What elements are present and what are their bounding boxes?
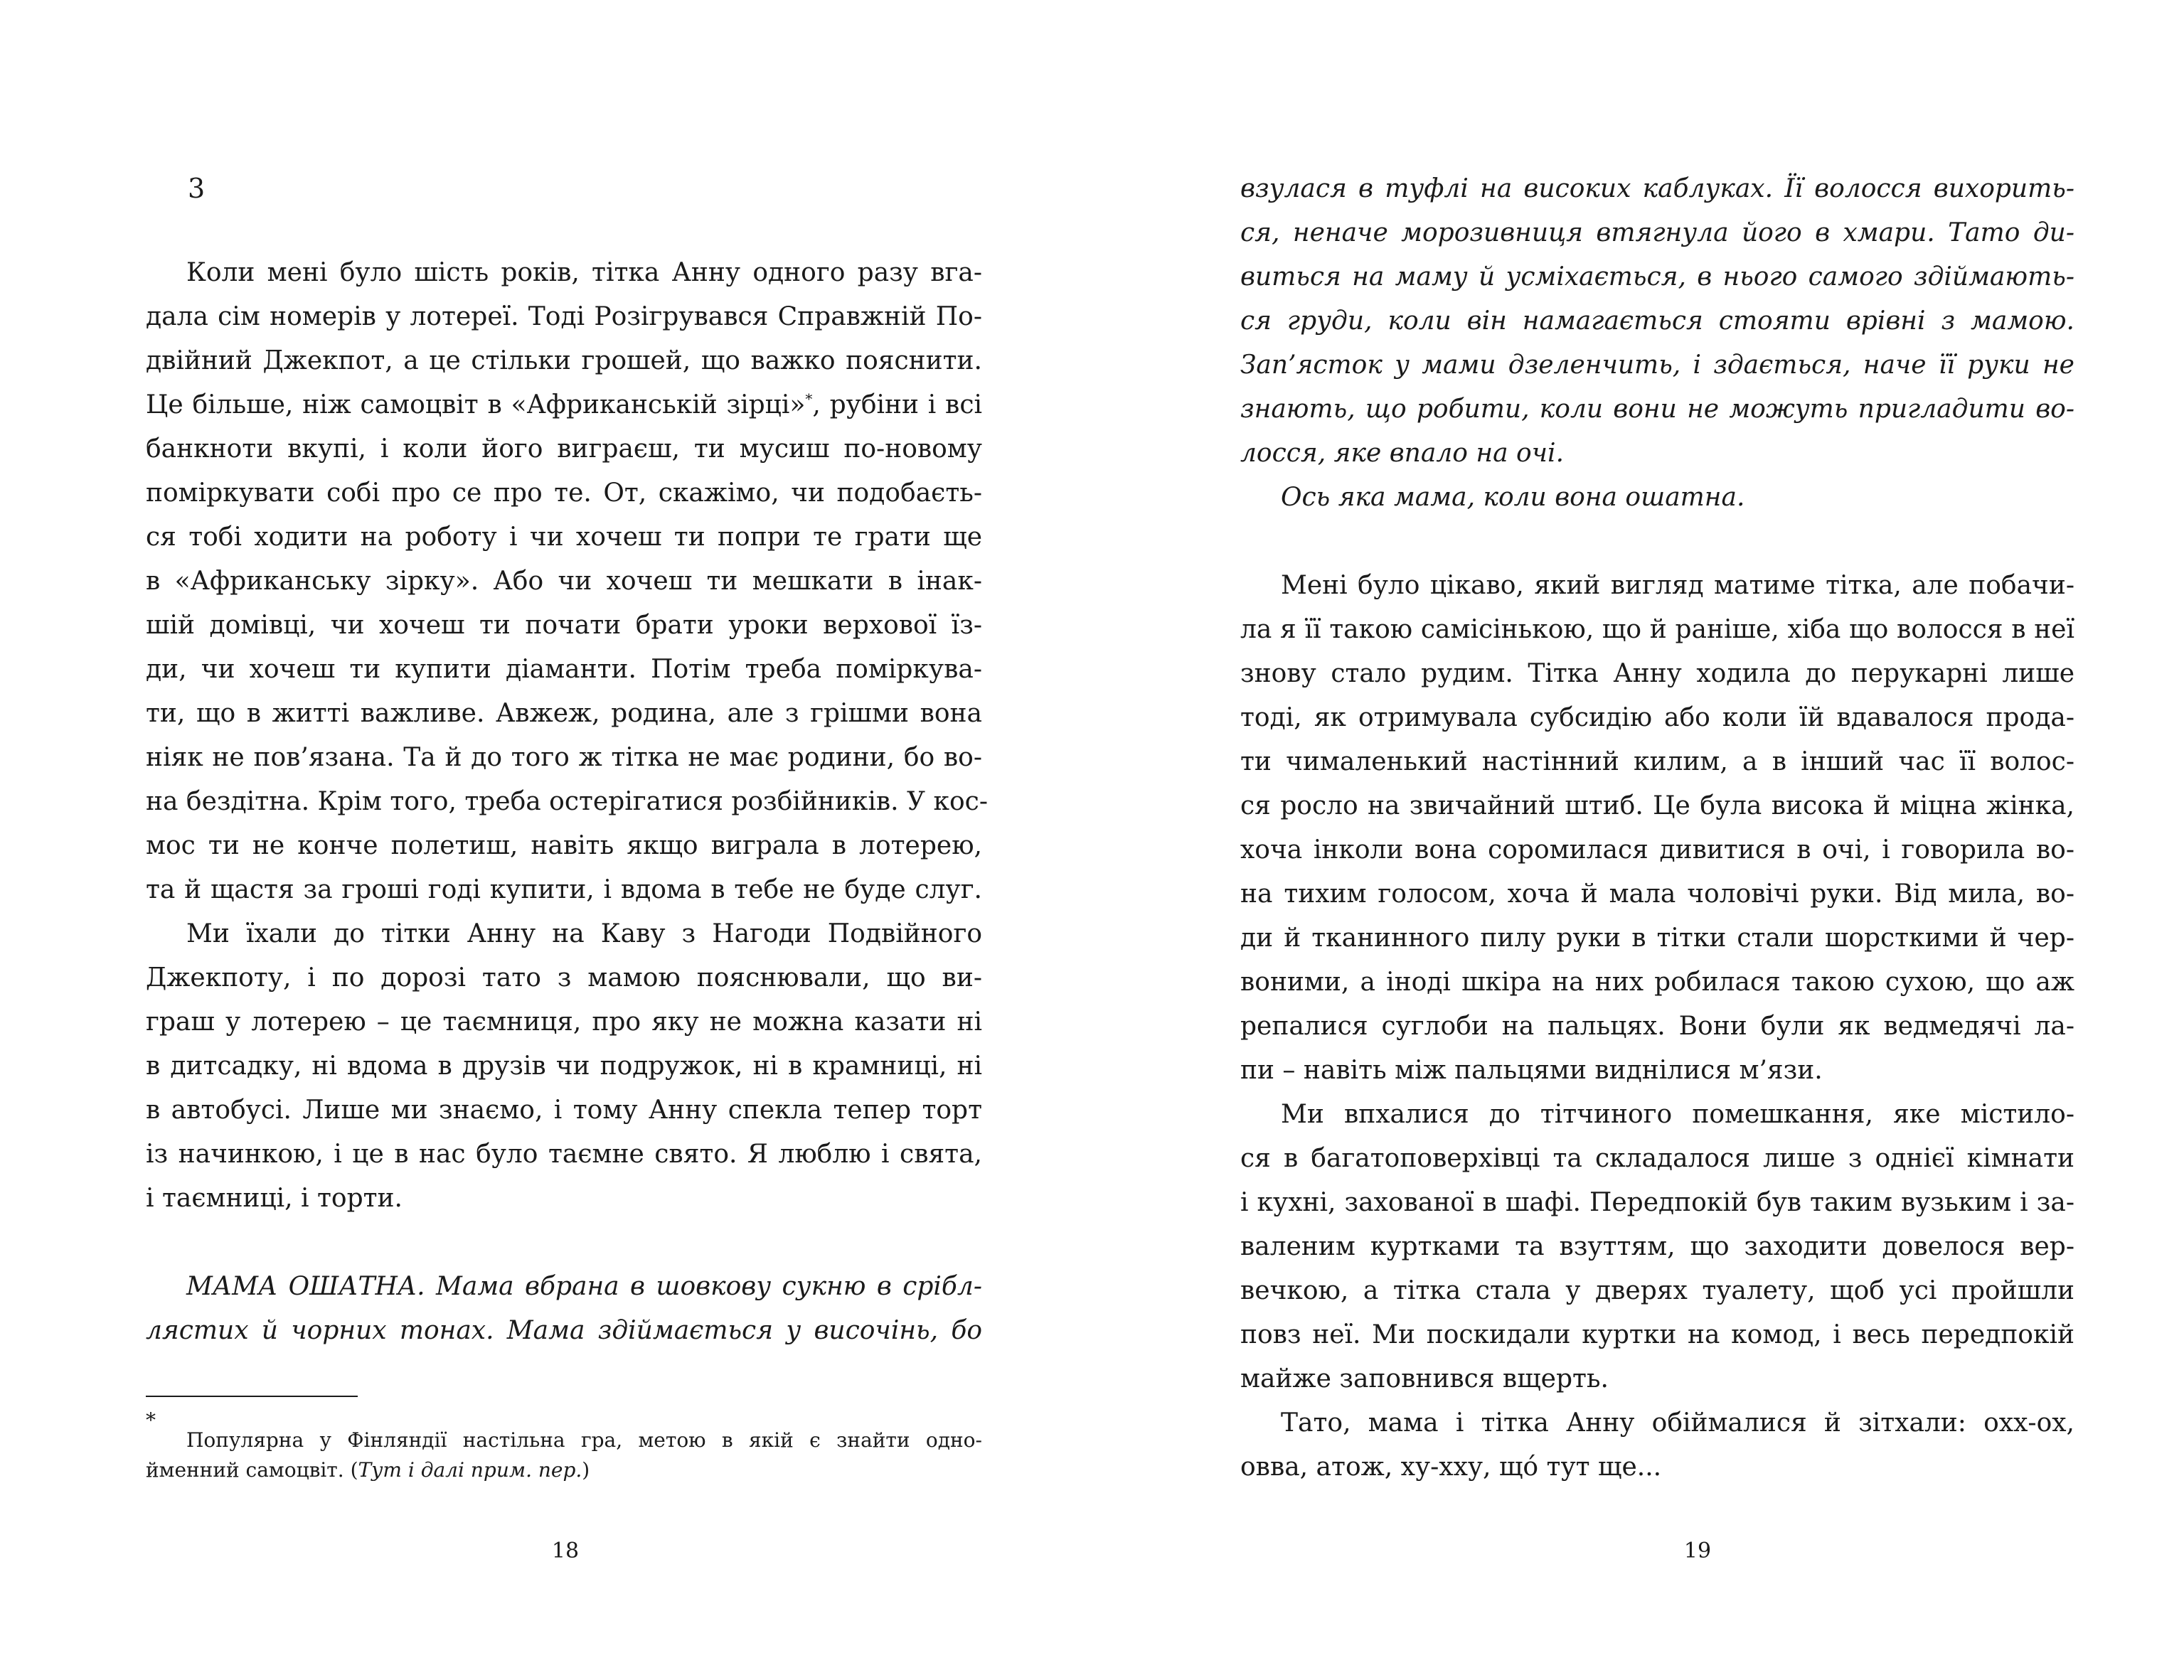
footnote-line	[146, 1455, 982, 1485]
footnote-divider	[146, 1396, 358, 1397]
text-line: шій домівці, чи хочеш ти почати брати уроки верхової їз-	[146, 611, 982, 640]
text-line: граш у лотерею – це таємниця, про яку не можна казати ні	[146, 1007, 982, 1037]
text-line: овва, атож, ху-хху, щó тут ще...	[1240, 1452, 1662, 1482]
text-line-italic: ся, неначе морозивниця втягнула його в хмари. Тато ди-	[1240, 218, 2074, 247]
text-line-italic: ся груди, коли він намагається стояти врівні з мамою.	[1240, 306, 2074, 336]
text-line: двійний Джекпот, а це стільки грошей, що важко пояснити.	[146, 346, 982, 375]
text-line-italic: знають, що робити, коли вони не можуть пригладити во-	[1240, 395, 2074, 424]
text-line-italic: лосся, яке впало на очі.	[1240, 439, 1565, 468]
page-number: 18	[551, 1539, 580, 1563]
text-line: хоча інколи вона соромилася дивитися в очі, і говорила во-	[1240, 835, 2074, 865]
text-line-italic: лястих й чорних тонах. Мама здіймається у височінь, бо	[146, 1316, 982, 1345]
footnote-marker: *	[146, 1408, 156, 1432]
text-line-with-footnote	[146, 383, 982, 427]
text-line: ди, чи хочеш ти купити діаманти. Потім треба поміркува-	[146, 655, 982, 684]
text-line: в «Африканську зірку». Або чи хочеш ти мешкати в інак-	[146, 567, 982, 596]
text-line: на тихим голосом, хоча й мала чоловічі руки. Від мила, во-	[1240, 879, 2074, 909]
text-line: ся росло на звичайний штиб. Це була висока й міцна жінка,	[1240, 791, 2074, 820]
text-line: ся тобі ходити на роботу і чи хочеш ти попри те грати ще	[146, 523, 982, 552]
text-line: ніяк не пов’язана. Та й до того ж тітка не має родини, бо во-	[146, 743, 982, 772]
text-line: ла я її такою самісінькою, що й раніше, хіба що волосся в неї	[1240, 615, 2074, 644]
text-line: банкноти вкупі, і коли його виграєш, ти мусиш по-новому	[146, 434, 982, 464]
text-line-end: , рубіни і всі	[812, 390, 982, 419]
text-line-italic: виться на маму й усміхається, в нього самого здіймають-	[1240, 262, 2074, 291]
text-line: ти чималенький настінний килим, а в інший час її волос-	[1240, 747, 2074, 776]
text-line: та й щастя за гроші годі купити, і вдома в тебе не буде слуг.	[146, 875, 982, 904]
text-line: Ми їхали до тітки Анну на Каву з Нагоди Подвійного	[186, 919, 982, 948]
text-line: і кухні, захованої в шафі. Передпокій був таким вузьким і за-	[1240, 1188, 2074, 1217]
text-line-italic: МАМА ОШАТНА. Мама вбрана в шовкову сукню в срібл-	[186, 1272, 982, 1301]
footnote-note-italic: Тут і далі прим. пер.	[358, 1458, 582, 1482]
text-line: знову стало рудим. Тітка Анну ходила до перукарні лише	[1240, 659, 2074, 688]
text-line: на бездітна. Крім того, треба остерігатися розбійників. У кос-	[146, 787, 988, 816]
text-line: ти, що в житті важливе. Авжеж, родина, але з грішми вона	[146, 699, 982, 728]
text-line: і таємниці, і торти.	[146, 1184, 403, 1213]
text-line: ди й тканинного пилу руки в тітки стали шорсткими й чер-	[1240, 924, 2074, 953]
footnote-line: Популярна у Фінляндії настільна гра, метою в якій є знайти одно-	[186, 1428, 982, 1452]
footnote-text: йменний самоцвіт. (	[146, 1458, 358, 1482]
text-line: в автобусі. Лише ми знаємо, і тому Анну спекла тепер торт	[146, 1096, 982, 1125]
text-line: дала сім номерів у лотереї. Тоді Розігрувався Справжній По-	[146, 302, 982, 331]
text-line: Джекпоту, і по дорозі тато з мамою пояснювали, що ви-	[146, 963, 982, 993]
text-line: Коли мені було шість років, тітка Анну одного разу вга-	[186, 258, 982, 287]
text-line: Тато, мама і тітка Анну обіймалися й зітхали: охх-ох,	[1281, 1408, 2074, 1438]
text-line: ся в багатоповерхівці та складалося лише з однієї кімнати	[1240, 1144, 2074, 1173]
text-line: в дитсадку, ні вдома в друзів чи подружок, ні в крамниці, ні	[146, 1052, 982, 1081]
text-line: воними, а іноді шкіра на них робилася такою сухою, що аж	[1240, 968, 2074, 997]
text-line-italic: Зап’ясток у мами дзеленчить, і здається, наче її руки не	[1240, 351, 2074, 380]
text-line: майже заповнився вщерть.	[1240, 1364, 1609, 1393]
text-line: тоді, як отримувала субсидію або коли їй вдавалося прода-	[1240, 703, 2074, 732]
text-line-italic: Ось яка мама, коли вона ошатна.	[1281, 483, 1745, 512]
text-line: валеним куртками та взуттям, що заходити довелося вер-	[1240, 1232, 2074, 1261]
text-line: репалися суглоби на пальцях. Вони були як ведмедячі ла-	[1240, 1012, 2074, 1041]
text-line-italic: взулася в туфлі на високих каблуках. Її волосся вихорить-	[1240, 174, 2074, 203]
page-number: 19	[1683, 1539, 1712, 1563]
text-line: повз неї. Ми поскидали куртки на комод, і весь передпокій	[1240, 1320, 2074, 1349]
text-line-start: Це більше, ніж самоцвіт в «Африканській зірці»	[146, 390, 806, 419]
chapter-number: 3	[188, 173, 206, 204]
footnote-text-end: )	[582, 1458, 590, 1482]
footnote-reference: *	[805, 390, 813, 407]
text-line: поміркувати собі про се про те. От, скажімо, чи подобаєть-	[146, 478, 982, 508]
text-line: вечкою, а тітка стала у дверях туалету, щоб усі пройшли	[1240, 1276, 2074, 1305]
text-line: Ми впхалися до тітчиного помешкання, яке містило-	[1281, 1100, 2074, 1129]
text-line: Мені було цікаво, який вигляд матиме тітка, але побачи-	[1281, 571, 2074, 600]
text-line: пи – навіть між пальцями виднілися м’язи.	[1240, 1056, 1823, 1085]
right-page	[1092, 0, 2184, 1680]
text-line: із начинкою, і це в нас було таємне свято. Я люблю і свята,	[146, 1140, 982, 1169]
text-line: мос ти не конче полетиш, навіть якщо виграла в лотерею,	[146, 831, 982, 860]
